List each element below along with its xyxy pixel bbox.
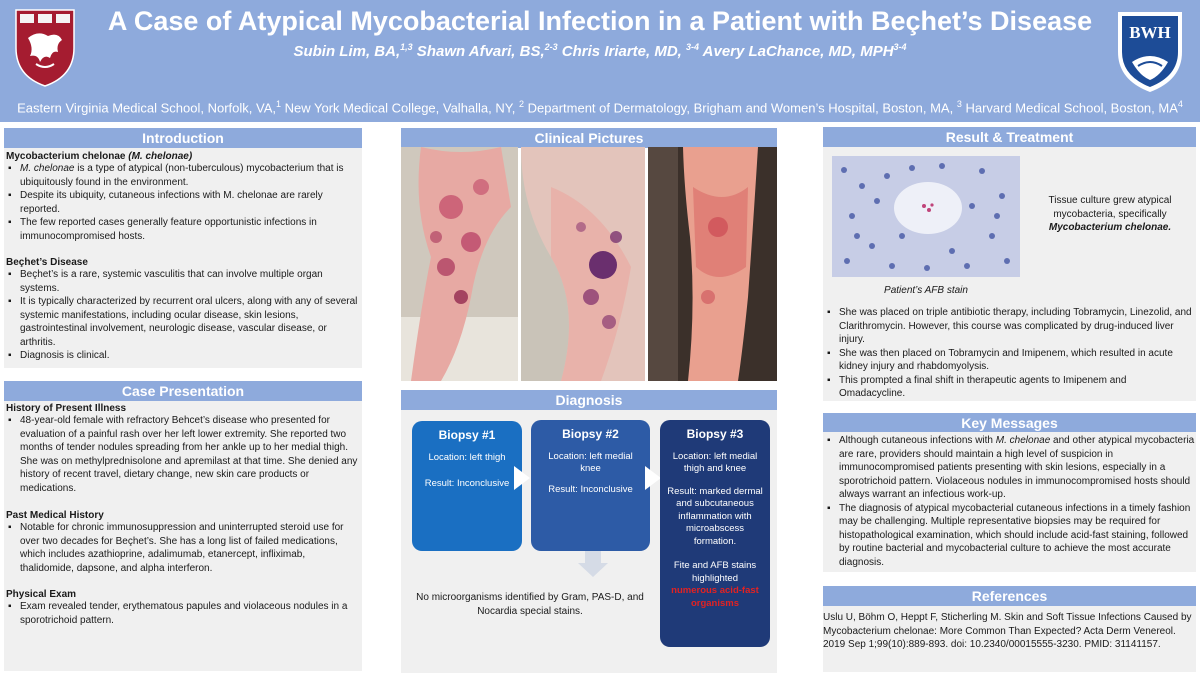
- list-item: [6, 216, 360, 243]
- bwh-shield-logo: [1114, 10, 1186, 94]
- biopsy-3-title: Biopsy #3: [686, 427, 744, 441]
- culture-organism: Mycobacterium chelonae.: [1048, 222, 1172, 233]
- bullet-text: is a type of atypical (non-tuberculous) mycobacterium that is ubiquitously found in the environment.: [20, 163, 344, 188]
- pe-title: Physical Exam: [6, 589, 77, 600]
- poster-title: A Case of Atypical Mycobacterial Infection in a Patient with Beçhet’s Disease: [107, 6, 1093, 36]
- author-affil-sup: 3-4: [893, 42, 907, 52]
- key-messages-list: [823, 434, 1196, 569]
- key-messages-panel: [823, 432, 1196, 572]
- intro-subtitle-behcet: Beçhet’s Disease: [6, 257, 88, 268]
- biopsy-1-box: [412, 421, 522, 551]
- list-item: ▪ This prompted a final shift in therapeutic agents to Imipenem and Omadacycline.: [825, 374, 1195, 401]
- affiliation-sup: 1: [276, 99, 282, 109]
- list-item: ▪ Beçhet’s is a rare, systemic vasculitis that can involve multiple organ systems.: [6, 268, 360, 295]
- affiliation-sup: 2: [519, 99, 525, 109]
- diagnosis-note: No microorganisms identified by Gram, PAS-D, and Nocardia special stains.: [416, 592, 644, 617]
- introduction-heading: Introduction: [4, 128, 362, 148]
- bullet-text: Although cutaneous infections with: [839, 435, 996, 446]
- biopsy-2-title: Biopsy #2: [562, 427, 619, 441]
- intro-bullets-behcet: [6, 268, 360, 363]
- result-heading: Result & Treatment: [823, 127, 1196, 147]
- list-item: ▪ Exam revealed tender, erythematous papules and violaceous nodules in a sporotrichoid pattern.: [6, 600, 360, 627]
- harvard-shield-logo: [14, 8, 76, 88]
- hpi-title: History of Present Illness: [6, 403, 127, 414]
- culture-result: [1030, 194, 1190, 235]
- list-item: ▪ Diagnosis is clinical.: [6, 349, 360, 363]
- author-affil-sup: 2-3: [544, 42, 558, 52]
- author-name: Chris Iriarte, MD,: [557, 43, 687, 60]
- treatment-list: [825, 306, 1195, 401]
- afb-stain-image: [832, 156, 1020, 277]
- intro-subtitle-mycobacterium: [6, 151, 360, 162]
- clinical-photo-3: [648, 147, 777, 381]
- poster-header: [0, 0, 1200, 122]
- pmh-list: [6, 521, 360, 575]
- list-item: [6, 162, 360, 189]
- list-item: ▪ She was then placed on Tobramycin and Imipenem, which resulted in acute kidney injury and rhabdomyolysis.: [825, 347, 1195, 374]
- biopsy-3-box: [660, 420, 770, 647]
- author-list: [100, 42, 1100, 60]
- list-item: ▪ She was placed on triple antibiotic therapy, including Tobramycin, Linezolid, and Clarithromycin. However, this course was complicated by drug-induced liver injury.: [825, 306, 1195, 347]
- biopsy-1-location: Location: left thigh: [428, 451, 506, 463]
- bullet-italic: M. chelonae: [995, 435, 1051, 446]
- affiliation: Harvard Medical School, Boston, MA: [961, 100, 1178, 116]
- key-messages-heading: Key Messages: [823, 413, 1196, 433]
- biopsy-3-highlight: numerous acid-fast organisms: [671, 585, 759, 609]
- list-item: [825, 434, 1196, 502]
- author-name: Shawn Afvari, BS,: [412, 43, 545, 60]
- case-heading: Case Presentation: [4, 381, 362, 401]
- list-item: [6, 189, 360, 216]
- list-item: ▪ It is typically characterized by recurrent oral ulcers, along with any of several systemic manifestations, including ocular disease, skin lesions, gastrointestinal involvement, neurologic disease, vascular disease, or arthritis.: [6, 295, 360, 349]
- clinical-photo-2: [521, 147, 645, 381]
- biopsy-3-location: Location: left medial thigh and knee: [672, 450, 758, 474]
- author-name: Subin Lim, BA,: [293, 43, 401, 60]
- bwh-logo-text: BWH: [1129, 23, 1171, 42]
- afb-caption: Patient’s AFB stain: [884, 285, 968, 296]
- author-affil-sup: 3-4: [686, 42, 700, 52]
- introduction-panel: [4, 148, 362, 368]
- diagnosis-heading: Diagnosis: [401, 390, 777, 410]
- list-item: ▪ The diagnosis of atypical mycobacterial cutaneous infections in a timely fashion may be challenging. Multiple representative biopsies may be required for histopathological examination, which should include acid-fast staining, followed by routine bacterial and mycobacterial culture to achieve the most accurate diagnosis.: [825, 502, 1196, 570]
- affiliation: New York Medical College, Valhalla, NY,: [281, 100, 519, 116]
- culture-text: Tissue culture grew atypical mycobacteria, specifically: [1048, 195, 1172, 220]
- affiliation-sup: 3: [956, 99, 962, 109]
- affiliation-line: [0, 99, 1200, 115]
- case-panel: [4, 401, 362, 671]
- bullet-italic: M. chelonae: [20, 163, 75, 174]
- affiliation: Department of Dermatology, Brigham and Women’s Hospital, Boston, MA,: [524, 100, 957, 116]
- pmh-title: Past Medical History: [6, 510, 104, 521]
- pe-list: [6, 600, 360, 627]
- biopsy-1-title: Biopsy #1: [438, 428, 496, 442]
- hpi-list: [6, 414, 360, 495]
- clinical-photo-1: [401, 147, 518, 381]
- author-affil-sup: 1,3: [400, 42, 413, 52]
- affiliation: Eastern Virginia Medical School, Norfolk, VA,: [17, 100, 276, 116]
- reference-item: Uslu U, Böhm O, Heppt F, Sticherling M. Skin and Soft Tissue Infections Caused by Mycobacterium chelonae: More Common Than Expected? Acta Derm Venereol. 2019 Sep 1;99(10):889-893. doi: 10.2340/00015555-3230. PMID: 31141157.: [823, 612, 1192, 650]
- list-item: ▪ 48-year-old female with refractory Behcet’s disease who presented for evaluation of a painful rash over her left lower extremity. She reported two months of tender nodules spreading from her ankle up to her medial thigh. She was on methylprednisolone and apremilast at that time. She denied any history of recent travel, dietary change, new skin care products or medications.: [6, 414, 360, 495]
- intro-subtitle-italic: (M. chelonae): [128, 151, 193, 162]
- bullet-text: Despite its ubiquity, cutaneous infections with M. chelonae are rarely reported.: [20, 190, 323, 215]
- clinical-heading: Clinical Pictures: [401, 128, 777, 148]
- author-name: Avery LaChance, MD, MPH: [699, 43, 894, 60]
- intro-subtitle-text: Mycobacterium chelonae: [6, 151, 129, 162]
- references-heading: References: [823, 586, 1196, 606]
- references-panel: [823, 606, 1196, 672]
- biopsy-2-box: [531, 420, 650, 551]
- arrow-right-icon: [514, 466, 530, 490]
- biopsy-2-result: Result: Inconclusive: [548, 483, 633, 495]
- bullet-text: The few reported cases generally feature opportunistic infections in immunocompromised hosts.: [20, 217, 317, 242]
- arrow-right-icon: [645, 466, 661, 490]
- biopsy-3-stains: Fite and AFB stains highlighted: [673, 560, 757, 584]
- biopsy-2-location: Location: left medial knee: [548, 450, 633, 474]
- list-item: ▪ Notable for chronic immunosuppression and uninterrupted steroid use for over two decades for Beçhet’s. She has a long list of failed medications, which includes azathioprine, adalimumab, etanercept, infliximab, thalidomide, dapsone, and alpha interferon.: [6, 521, 360, 575]
- arrow-down-icon: [578, 551, 608, 577]
- affiliation-sup: 4: [1177, 99, 1183, 109]
- biopsy-1-result: Result: Inconclusive: [424, 478, 510, 489]
- biopsy-3-result: Result: marked dermal and subcutaneous inflammation with microabscess formation.: [667, 485, 763, 547]
- intro-bullets-mycobacterium: [6, 162, 360, 243]
- bullet-text: and other atypical mycobacteria are rare, providers should maintain a high level of suspicion in immunocompromised patients presenting with skin lesions, especially in a sporotrichoid pattern. Violaceous nodules in immunocompromised hosts should always warrant an infectious work-up.: [839, 435, 1195, 500]
